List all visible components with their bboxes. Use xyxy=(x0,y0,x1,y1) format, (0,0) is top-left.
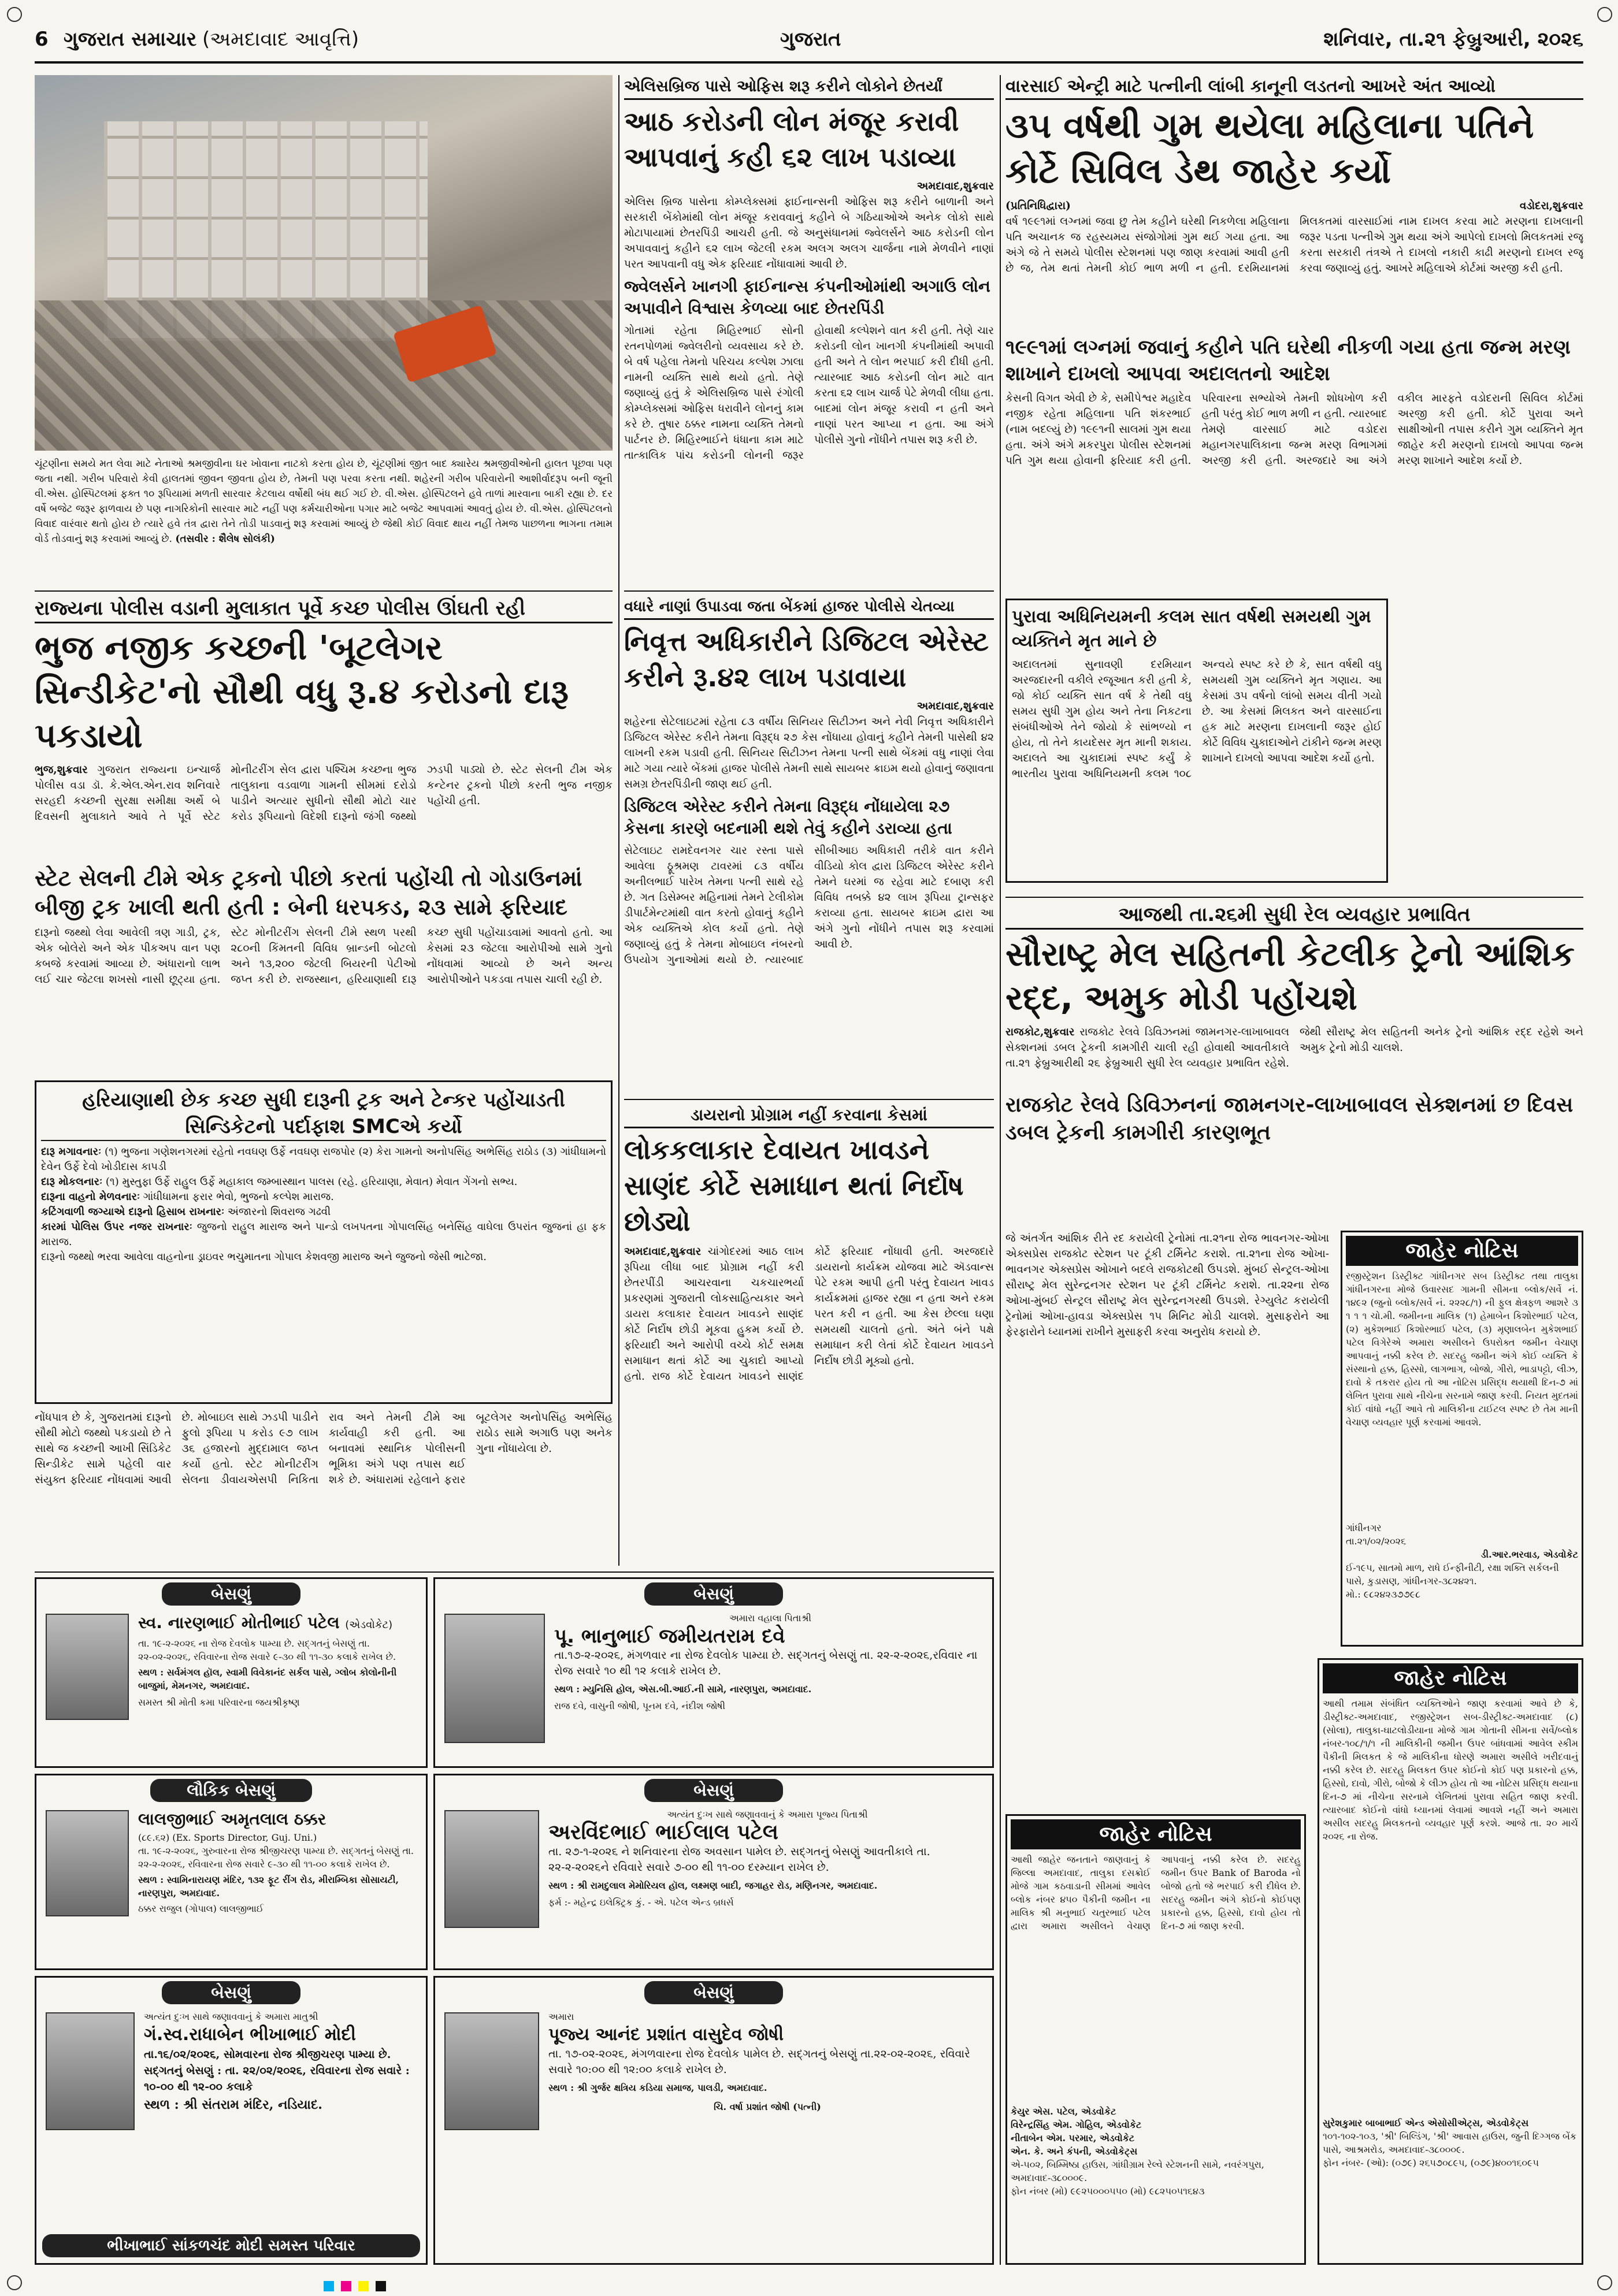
deceased-name: પૂ. ભાનુભાઈ જમીયતરામ દવે xyxy=(554,1625,785,1648)
sidebar-title: પુરાવા અધિનિયમની કલમ સાત વર્ષથી સમયથી ગુમ વ્યક્તિને મૃત માને છે xyxy=(1012,607,1371,651)
deceased-name: ગં.સ્વ.રાધાબેન ભીખાભાઈ મોદી xyxy=(144,2024,356,2045)
story-body: શહેરના સેટેલાઇટમાં રહેતા ૮૩ વર્ષીય સિનિયર સિટીઝન અને નેવી નિવૃત્ત અધિકારીને ડિજિટલ એરેસ્ટ કરીને તેમના વિરૂદ્ધ ૨૭ કેસ નોંધાયા હોવાનું કહીને તેમની પાસેથી ૪૨ લાખની રકમ પડાવી હતી. સિનિયર સિટીઝન તેમના પત્ની સાથે બેંકમાં વધુ નાણાં લેવા માટે ગયા ત્યારે બેંકમાં હાજર પોલીસે તેમની સાથે સાયબર ક્રાઇમ થયો હોવાનું જણાવતા સમગ્ર છેતરપિંડીની જાણ થઈ હતી. xyxy=(624,716,994,790)
registration-mark xyxy=(7,7,22,22)
story-headline: ૩૫ વર્ષથી ગુમ થયેલા મહિલાના પતિને કોર્ટે સિવિલ ડેથ જાહેર કર્યો xyxy=(1005,106,1534,191)
color-swatch-cyan xyxy=(324,2281,334,2291)
story-headline: સૌરાષ્ટ્ર મેલ સહિતની કેટલીક ટ્રેનો આંશિક રદ્દ, અમુક મોડી પહોંચશે xyxy=(1005,934,1575,1017)
story-subhead: ૧૯૯૧માં લગ્નમાં જવાનું કહીને પતિ ઘરેથી નીકળી ગયા હતા જન્મ મરણ શાખાને દાખલો આપવા અદાલતનો આદેશ xyxy=(1005,336,1571,385)
dateline: ભુજ,શુક્રવાર xyxy=(35,764,88,776)
color-swatch-magenta xyxy=(341,2281,351,2291)
story-subhead: સ્ટેટ સેલની ટીમે એક ટ્રકનો પીછો કરતાં પહોંચી તો ગોડાઉનમાં બીજી ટ્રક ખાલી થતી હતી : બેની ધરપકડ, ૨૩ સામે ફરિયાદ xyxy=(35,865,582,920)
notice-advocate: વિરેન્દ્રસિંહ એમ. ગોહિલ, એડવોકેટ xyxy=(1011,2119,1142,2130)
registration-mark xyxy=(7,2275,22,2290)
color-swatch-yellow xyxy=(358,2281,369,2291)
sidebar-body: અદાલતમાં સુનાવણી દરમિયાન અરજદારની વકીલે રજૂઆત કરી હતી કે, જો કોઈ વ્યક્તિ સાત વર્ષ કે તેથી વધુ સમય સુધી ગુમ હોય અને તેના નિકટના સંબંધીઓએ તેને જોયો કે સાંભળ્યો ન હોય, તો તેને કાયદેસર મૃત માની શકાય. અદાલતે આ ચુકાદામાં સ્પષ્ટ કર્યું કે ભારતીય પુરાવા અધિનિયમની કલમ ૧૦૮ અન્વયે સ્પષ્ટ કરે છે કે, સાત વર્ષથી વધુ સમયથી ગુમ વ્યક્તિને મૃત ગણાય. આ કેસમાં ૩૫ વર્ષનો લાંબો સમય વીતી ગયો છે. આ કેસમાં મિલકત અને વારસાઈના હક માટે મરણના દાખલાની જરૂર હોઈ કોર્ટે વિવિધ ચુકાદાઓને ટાંકીને જન્મ મરણ શાખાને દાખલો આપવા આદેશ કર્યો હતો. xyxy=(1012,659,1382,780)
dateline: અમદાવાદ,શુક્રવાર xyxy=(916,700,994,712)
ad-text: તા.૧૭-૨-૨૦૨૬, મંગળવાર ના રોજ દેવલોક પામ્યા છે. સદ્ગતનું બેસણું તા. ૨૨-૨-૨૦૨૬,રવિવાર ના રોજ સવારે ૧૦ થી ૧૨ કલાકે રાખેલ છે. xyxy=(554,1649,978,1677)
obituary-ad xyxy=(35,1577,428,1768)
column-rule xyxy=(618,75,619,1566)
story-bootlegger-continued: નોંધપાત્ર છે કે, ગુજરાતમાં દારૂનો સૌથી મોટો જથ્થો પકડાયો છે તે સાથે જ કચ્છની આખી સિંડિકેટ સિન્ડીકેટ સામે પહેલી વાર સંયુક્ત ફરિયાદ નોંધવામાં આવી છે. મોબાઇલ સાથે ઝડપી પાડીને ફુલો રૂપિયા ૫ કરોડ ૯૭ લાખ ૩૬ હજારનો મુદ્દામાલ જપ્ત કર્યો હતો. સ્ટેટ મોનીટરીંગ સેલના ડીવાયએસપી નિકિતા રાવ અને તેમની ટીમે આ કાર્યવાહી કરી હતી. આ બનાવમાં સ્થાનિક પોલીસની ભૂમિકા અંગે પણ તપાસ થઈ શકે છે. અંધારામાં રહેલાને ફરાર બૂટલેગર અનોપસિંહ અભેસિંહ રાઠોડ સામે અગાઉ પણ અનેક ગુના નોંધાયેલા છે. xyxy=(35,1411,613,1486)
notice-title: જાહેર નોટિસ xyxy=(1346,1236,1578,1266)
obituary-ad xyxy=(433,1577,994,1768)
story-subhead: રાજકોટ રેલવે ડિવિઝનનાં જામનગર-લાખાબાવલ સેક્શનમાં છ દિવસ ડબલ ટ્રેકની કામગીરી કારણભૂત xyxy=(1005,1093,1574,1145)
accused-row: દારૂ મોકલનારઃ (૧) મુસ્તુફા ઉર્ફે રાહુલ ઉર્ફે મહાકાલ જમ્બાસ્થાન પાલસ (રહે. હરિયાણા, મેવાત) મેવાત ગેંગનો સભ્ય. xyxy=(41,1176,518,1188)
ad-title: લૌકિક બેસણું xyxy=(150,1779,312,1802)
portrait-photo xyxy=(46,1614,129,1720)
dateline: અમદાવાદ,શુક્રવાર xyxy=(916,180,994,192)
page-number: 6 xyxy=(35,28,49,51)
ad-title: બેસણું xyxy=(644,1779,783,1802)
ad-place: સ્થળ : શ્રી સંતરામ મંદિર, નડિયાદ. xyxy=(144,2097,322,2112)
notice-body: રજીસ્ટ્રેશન ડિસ્ટ્રીક્ટ ગાંધીનગર સબ ડિસ્ટ્રીક્ટ તથા તાલુકા ગાંધીનગરના મોજે ઉવારસદ ગામની સીમના બ્લોક/સર્વે નં. ૧૪૯૨ (જુનો બ્લોક/સર્વે નં. ૨૨૨૮/૧) ની ફુલ ક્ષેત્રફળ આશરે ૩ ૧ ૧ ૧ ચો.મી. જમીનના માલિક (૧) હેમાબેન કિશોરભાઈ પટેલ, (૨) મુકેશભાઈ કિશોરભાઈ પટેલ, (૩) મૃણાલબેન મુકેશભાઈ પટેલ વિગેરેએ અમારા અસીલને ઉપરોક્ત જમીન વેચાણ આપવાનું નક્કી કરેલ છે. સદરહુ જમીન અંગે કોઈ વ્યક્તિ કે સંસ્થાનો હક્ક, હિસ્સો, લાગભાગ, બોજો, ગીરો, ભાડાપટ્ટો, લીઝ, દાવો કે તકરાર હોય તો આ નોટિસ પ્રસિદ્ધ થયાથી દિન-૭ માં લેખિત પુરાવા સાથે નીચેના સરનામે જાણ કરવી. નિયત મુદતમાં કોઈ વાંધો નહીં આવે તો માલિકીના ટાઈટલ સ્પષ્ટ છે તેમ માની વેચાણ વ્યવહાર પૂર્ણ કરવામાં આવશે. xyxy=(1346,1270,1578,1428)
notice-phone: ફોન નંબર (મો) ૯૯૨૫૦૦૦૫૫૦ (મો) ૯૮૨૫૦૫૧૬૪૩ xyxy=(1011,2186,1205,2197)
story-rail-continued: જે અંતર્ગત આંશિક રીતે રદ કરાયેલી ટ્રેનોમાં તા.૨૧ના રોજ ભાવનગર-ઓખા એક્સપ્રેસ રાજકોટ સ્ટેશન પર ટૂંકી ટર્મિનેટ કરાશે. તા.૨૧ના રોજ ઓખા-ભાવનગર એક્સપ્રેસ ઓખાને બદલે રાજકોટથી ઉપડશે. મુંબઈ સેન્ટ્રલ-ઓખા સૌરાષ્ટ્ર મેલ સુરેન્દ્રનગર સ્ટેશન પર ટૂંકી ટર્મિનેટ કરાશે. તા.૨૨ના રોજ ઓખા-મુંબઈ સેન્ટ્રલ સૌરાષ્ટ્ર મેલ સુરેન્દ્રનગરથી ઉપડશે. રેગ્યુલેટ કરાયેલી ટ્રેનોમાં ઓખા-હાવડા એક્સપ્રેસ ૧૫ મિનિટ મોડી ચાલશે. મુસાફરોને આ ફેરફારોને ધ્યાનમાં રાખીને મુસાફરી કરવા અનુરોધ કરાયો છે. xyxy=(1005,1232,1329,1338)
section-rule xyxy=(1005,897,1583,898)
story-devayat-khavad xyxy=(624,1104,994,1566)
deceased-name: અરવિંદભાઈ ભાઈલાલ પટેલ xyxy=(548,1821,778,1844)
story-kicker: એલિસબ્રિજ પાસે ઓફિસ શરૂ કરીને લોકોને છેતર્યાં xyxy=(624,75,994,100)
ad-subtitle: અત્યંત દુઃખ સાથે જણાવવાનું કે અમારા માતુશ્રી xyxy=(144,2011,318,2022)
ad-family: ભીખાભાઈ સાંકળચંદ મોદી સમસ્ત પરિવાર xyxy=(42,2234,420,2257)
registration-mark xyxy=(1597,2275,1612,2290)
rubble-illustration xyxy=(35,300,613,451)
story-digital-arrest xyxy=(624,595,994,1098)
story-civil-death xyxy=(1005,75,1583,896)
section-rule xyxy=(35,590,613,592)
paper-name: ગુજરાત સમાચાર xyxy=(64,28,197,51)
notice-advocate: ડી.આર.ભરવાડ, એડવોકેટ xyxy=(1480,1549,1578,1560)
dateline: રાજકોટ,શુક્રવાર xyxy=(1005,1026,1075,1038)
story-headline: લોકકલાકાર દેવાયત ખાવડને સાણંદ કોર્ટે સમાધાન થતાં નિર્દોષ છોડ્યો xyxy=(624,1134,964,1237)
dateline: વડોદરા,શુક્રવાર xyxy=(1519,200,1583,212)
notice-advocate: નીતાબેન એમ. પરમાર, એડવોકેટ xyxy=(1011,2132,1135,2143)
story-body: વર્ષ ૧૯૯૧માં લગ્નમાં જવા છુ તેમ કહીને ઘરેથી નિકળેલા મહિલાના પતિ અચાનક જ રહસ્યમય સંજોગોમાં ગુમ થઈ ગયા હતા. આ અંગે જે તે સમયે પોલીસ સ્ટેશનમાં પણ જાણ કરવામાં આવી હતી છે જ, તેમ થતાં તેમની કોઈ ભાળ મળી ન હતી. દરમિયાનમાં મિલકતમાં વારસાઈમાં નામ દાખલ કરવા માટે મરણના દાખલાની જરૂર પડતા પત્નીએ ગુમ થયા અંગે આપેલો દાખલો મિલકતમાં રજૂ કરતા સરકારી તંત્રએ તે દાખલો નકારી કાઢી મરણનો દાખલ રજૂ કરવા જણાવ્યું હતું. આખરે મહિલાએ કોર્ટમાં અરજી કરી હતી. xyxy=(1005,216,1583,274)
portrait-photo xyxy=(444,2012,539,2130)
notice-title: જાહેર નોટિસ xyxy=(1323,1663,1578,1693)
sidebar-box xyxy=(1005,599,1388,883)
obituary-ad xyxy=(433,1976,994,2265)
notice-title: જાહેર નોટિસ xyxy=(1011,1819,1301,1849)
story-kicker: ડાયરાનો પ્રોગ્રામ નહીં કરવાના કેસમાં xyxy=(624,1104,994,1128)
story-headline: નિવૃત્ત અધિકારીને ડિજિટલ એરેસ્ટ કરીને રૂ.૪૨ લાખ પડાવાયા xyxy=(624,626,989,693)
ad-text: તા. ૨૭-૧-૨૦૨૬ ને શનિવારના રોજ અવસાન પામેલ છે. સદ્ગતનું બેસણું આવતીકાલે તા. ૨૨-૨-૨૦૨૬ને રવિવારે સવારે ૭-૦૦ થી ૧૧-૦૦ દરમ્યાન રાખેલ છે. xyxy=(548,1845,930,1874)
notice-date: તા.૨૧/૦૨/૨૦૨૬ xyxy=(1346,1536,1407,1547)
notice-advocate: સુરેશકુમાર બાબાભાઈ એન્ડ એસોસીએટ્સ, એડવોકેટ્સ xyxy=(1323,2117,1529,2128)
accused-row: કારમાં પોલિસ ઉપર નજર રાખનારઃ જુજનો રાહુલ મારાજ અને પાન્ડો લખપતના ગોપાલસિંહ બનેસિંહ વાઘેલા ઉપરાંત જુજનાં હા ફક મારાજ. xyxy=(41,1221,606,1248)
story-body: ગુજરાત રાજ્યના ઇન્ચાર્જ પોલીસ વડા ડૉ. કે.એલ.એન.રાવ શનિવારે સરહદી કચ્છની સુરક્ષા સમીક્ષા અર્થે બે દિવસની મુલાકાતે આવે તે પૂર્વે સ્ટેટ મોનીટરીંગ સેલ દ્વારા પશ્ચિમ કચ્છના ભુજ તાલુકાના વડવાળા ગામની સીમમાં દરોડો પાડીને અત્યાર સુધીનો સૌથી મોટો ચાર કરોડ રૂપિયાનો વિદેશી દારૂનો જંગી જથ્થો ઝડપી પાડ્યો છે. સ્ટેટ સેલની ટીમ એક કન્ટેનર ટ્રકનો પીછો કરતી ભુજ નજીક પહોંચી હતી. xyxy=(35,764,613,823)
accused-row: દારૂનો જથ્થો ભરવા આવેલા વાહનોના ડ્રાઇવર ભચુમાતના ગોપાલ કેશવજી મારાજ અને જુજનો જેસી ભાટેજા. xyxy=(41,1251,487,1263)
photo-caption: ચૂંટણીના સમયે મત લેવા માટે નેતાઓ શ્રમજીવીના ઘર ખોવાના નાટકો કરતા હોય છે, ચૂંટણીમાં જીત બાદ ક્યારેય શ્રમજીવીઓની હાલત પૂછવા પણ જતા નથી. ગરીબ પરિવારો કેવી હાલતમાં જીવન જીવતા હોય છે, તેમની પણ પરવા કરતા નથી. શહેરની ગરીબ પરિવારોની આશીર્વાદરૂપ બની જૂની વી.એસ. હોસ્પિટલમાં ફક્ત ૧૦ રૂપિયામાં મળતી સારવાર કેટલાય વર્ષોથી બંધ થઈ ગઈ છે. વી.એસ. હોસ્પિટલને હવે તાળાં મારવાના બાકી રહ્યા છે. દર વર્ષે બજેટ જરૂર ફાળવાય છે પણ નાગરિકોની સારવાર માટે નહીં પણ કર્મચારીઓના પગાર માટે બજેટ આપવામાં આવતું હોય છે. વી.એસ. હોસ્પિટલનો વિવાદ વારંવાર થતો હોય છે ત્યારે હવે તંત્ર દ્વારા તેને તોડી પાડવાનું શરૂ કરવામાં આવ્યું છે જેથી કોઈ વિવાદ થાય નહીં તેમજ પાછળના ભાગના તમામ વોર્ડ તોડવાનું શરૂ કરવામાં આવ્યું છે. (તસવીર : શૈલેષ સોલંકી) xyxy=(35,458,613,545)
notice-address: ઈ-૧૯૫, સાતમો માળ, રાધે ઈન્ફીનીટી, રક્ષા શક્તિ સર્કલની પાસે, કુડાસણ, ગાંધીનગર-૩૮૨૪૨૧. xyxy=(1346,1562,1559,1587)
notice-mobile: મો.: ૯૮૨૪૨૩૭૭૯૮ xyxy=(1346,1589,1421,1600)
smc-syndicate-box xyxy=(35,1080,613,1404)
photo-story xyxy=(35,75,613,586)
ad-text: તા. ૧૭-૦૨-૨૦૨૬, મંગળવારના રોજ દેવલોક પામેલ છે. સદ્ગતનું બેસણું તા.૨૨-૦૨-૨૦૨૬, રવિવારે સવારે ૧૦:૦૦ થી ૧૨:૦૦ કલાકે રાખેલ છે. xyxy=(548,2048,970,2076)
story-subhead: જ્વેલર્સને ખાનગી ફાઈનાન્સ કંપનીઓમાંથી અગાઉ લોન અપાવીને વિશ્વાસ કેળવ્યા બાદ છેતરપિંડી xyxy=(624,277,990,318)
deceased-name: લાલજીભાઈ અમૃતલાલ ઠક્કર xyxy=(138,1810,326,1829)
obituary-ad xyxy=(35,1976,428,2265)
story-rail xyxy=(1005,901,1583,1225)
ad-family: ફર્મ :- મહેન્દ્ર ઇલેક્ટ્રિક કું. - એ. પટેલ એન્ડ બ્રધર્સ xyxy=(548,1897,734,1908)
notice-address: એ-૫૦૨, બિમ્મિષ્ઠા હાઉસ, ગાંધીગ્રામ રેલ્વે સ્ટેશનની સામે, નવરંગપુરા, અમદાવાદ-૩૮૦૦૦૯. xyxy=(1011,2159,1264,2183)
box-title: હરિયાણાથી છેક કચ્છ સુધી દારૂની ટ્રક અને ટેન્કર પહોંચાડતી સિન્ડિકેટનો પર્દાફાશ SMCએ કર્યો xyxy=(41,1087,606,1141)
ad-title: બેસણું xyxy=(644,1981,783,2004)
story-body: એલિસ બ્રિજ પાસેના કોમ્પ્લેક્સમાં ફાઈનાન્સની ઓફિસ શરૂ કરીને બાળાની અને સરકારી બેંકોમાંથી લોન મંજૂર કરાવવાનું કહીને બે ગઠિયાઓએ અનેક લોકો સાથે મોટાપાયામાં છેતરપિંડી આચરી હતી. જે અનુસંધાનમાં જ્વેલર્સને આઠ કરોડની લોન અપાવવાનું કહીને ૬૨ લાખ જેટલી રકમ અલગ અલગ ચાર્જના નામે મેળવીને નાણાં પરત આપવાની વધુ એક ફરિયાદ નોંધાવામાં આવી છે. xyxy=(624,196,994,270)
story-body-continued: ગોતામાં રહેતા મિહિરભાઈ સોની રતનપોળમાં જ્વેલરીનો વ્યવસાય કરે છે. બે વર્ષ પહેલા તેમનો પરિચય કલ્પેશ ઝાલા નામની વ્યક્તિ સાથે થયો હતો. તેણે જણાવ્યું હતું કે એલિસબ્રિજ પાસે રંગોલી કોમ્પ્લેક્સમાં ઓફિસ ધરાવીને લોનનું કામ કરે છે. તુષાર ઠક્કર નામના વ્યક્તિ તેમનો પાર્ટનર છે. મિહિરભાઈને ધંધાના કામ માટે તાત્કાલિક પાંચ કરોડની લોનની જરૂર હોવાથી કલ્પેશને વાત કરી હતી. તેણે ચાર કરોડની લોન ખાનગી કંપનીમાંથી અપાવી હતી અને તે લોન ભરપાઈ કરી દીધી હતી. ત્યારબાદ આઠ કરોડની લોન માટે વાત કરતા ૬૨ લાખ ચાર્જ પેટે મેળવી લીધા હતા. બાદમાં લોન મંજૂર કરાવી ન હતી અને નાણાં પરત આપ્યા ન હતા. આ અંગે પોલીસે ગુનો નોંધીને તપાસ શરૂ કરી છે. xyxy=(624,325,994,462)
section-rule xyxy=(624,1099,994,1100)
story-body: ચાંગોદરમાં આઠ લાખ રૂપિયા લીધા બાદ પ્રોગ્રામ નહીં કરી છેતરપીંડી આચરવાના ચકચારભર્યા પ્રકરણમાં ગુજરાતી લોકસાહિત્યકાર અને ડાયરા કલાકાર દેવાયત ખાવડને સાણંદ કોર્ટે નિર્દોષ છોડી મૂકવા હુકમ કર્યો છે. ફરિયાદી અને આરોપી વચ્ચે કોર્ટ સમક્ષ સમાધાન થતાં કોર્ટે આ ચુકાદો આપ્યો હતો. રાજ કોર્ટે દેવાયત ખાવડને સાણંદ કોર્ટે ફરિયાદ નોંધાવી હતી. અરજદારે ડાયરાનો કાર્યક્રમ યોજવા માટે ઍડવાન્સ પેટે રકમ આપી હતી પરંતુ દેવાયત ખાવડ કાર્યક્રમમાં હાજર રહ્યા ન હતા અને રકમ પરત કરી ન હતી. આ કેસ છેલ્લા ઘણા સમયથી ચાલતો હતો. અંતે બંને પક્ષે સમાધાન કરી લેતાં કોર્ટે દેવાયત ખાવડને નિર્દોષ છોડી મૂક્યો હતો. xyxy=(624,1246,994,1383)
public-notice-3 xyxy=(1005,1814,1306,2265)
ad-place: સ્થળ : સર્વમંગલ હૉલ, સ્વામી વિવેકાનંદ સર્કલ પાસે, ગ્લોબ કોલોનીની બાજુમાં, મેમનગર, અમદાવાદ. xyxy=(138,1667,397,1691)
demolition-photo xyxy=(35,75,613,451)
masthead-bar xyxy=(35,23,1583,64)
notice-body: આથી તમામ સંબંધિત વ્યક્તિઓને જાણ કરવામાં આવે છે કે, ડીસ્ટ્રીક્ટ-અમદાવાદ, રજીસ્ટ્રેશન સબ-ડીસ્ટ્રીક્ટ-અમદાવાદ (૮) (સોલા), તાલુકા-ઘાટલોડીયાના મોજે ગામ ગોતાની સીમના સર્વે/બ્લોક નંબર-૧૦૮/૧/૧ ની માલિકીની જમીન ઉપર બાંધવામાં આવેલ સ્કીમ પૈકીની મિલકત કે જે માલિકીના ધોરણે અમારા અસીલે ખરીદવાનું નક્કી કરેલ છે. સદરહુ મિલકત ઉપર કોઈનો કોઈ પણ પ્રકારનો હક્ક, હિસ્સો, દાવો, ગીરો, બોજો કે લીઝ હોય તો આ નોટિસ પ્રસિદ્ધ થયાના દિન-૭ માં નીચેના સરનામે લેખિતમાં પુરાવા સહિત જાણ કરવી. ત્યારબાદ કોઈનો વાંધો ધ્યાનમાં લેવામાં આવશે નહીં અને અમારા અસીલ સદરહુ મિલકતનો વ્યવહાર પૂર્ણ કરશે. આજે તા. ૨૦ માર્ચ ૨૦૨૬ ના રોજ. xyxy=(1323,1698,1578,1842)
portrait-photo xyxy=(444,1810,539,1928)
ad-place: સ્થળ : શ્રી ગુર્જર ક્ષત્રિય કડિયા સમાજ, પાલડી, અમદાવાદ. xyxy=(548,2082,767,2093)
story-headline: ભુજ નજીક કચ્છની 'બૂટલેગર સિન્ડીકેટ'નો સૌથી વધુ રૂ.૪ કરોડનો દારૂ પકડાયો xyxy=(35,628,569,755)
story-loan-fraud xyxy=(624,75,994,589)
ad-place: સ્થળ : મ્યુનિસિ હોલ, એસ.બી.આઈ.ની સામે, નારણપુરા, અમદાવાદ. xyxy=(554,1684,812,1695)
deceased-name: સ્વ. નારણભાઈ મોતીભાઈ પટેલ (એડવોકેટ) xyxy=(138,1613,393,1632)
notice-advocate: કેયુર એસ. પટેલ, એડવોકેટ xyxy=(1011,2106,1116,2117)
accused-row: દારૂના વાહનો મેળવનારઃ ગાંધીધામના ફરાર ભેવો, ભુજનો કલ્પેશ મારાજ. xyxy=(41,1191,334,1203)
portrait-photo xyxy=(444,1614,545,1743)
ad-subtitle: અત્યંત દુઃખ સાથે જણાવવાનું કે અમારા પૂજ્ય પિતાશ્રી xyxy=(667,1809,868,1820)
deceased-name: પૂજ્ય આનંદ પ્રશાંત વાસુદેવ જોષી xyxy=(548,2024,784,2045)
obituary-ad xyxy=(433,1774,994,1970)
registration-mark xyxy=(1597,7,1612,22)
story-kicker: વારસાઈ એન્ટ્રી માટે પત્નીની લાંબી કાનૂની લડતનો આખરે અંત આવ્યો xyxy=(1005,75,1583,100)
notice-advocate: એન. કે. અને કંપની, એડવોકેટ્સ xyxy=(1011,2146,1138,2157)
ad-family: રાજ દવે, વાસુની જોષી, પૂનમ દવે, નંદીશ જોષી xyxy=(554,1700,726,1711)
ad-family: ઠક્કર રાજુલ (ગોપાલ) લાલજીભાઈ xyxy=(138,1903,264,1914)
ad-place: સ્થળ : સ્વામિનારાયણ મંદિર, ૧૩૨ ફૂટ રીંગ રોડ, મીરામ્બિકા સોસાયટી, નારણપુરા, અમદાવાદ. xyxy=(138,1874,399,1899)
notice-phone: ફોન નંબર- (ઓ): (૦૭૯) ૨૬૫૭૦૮૯૫, (૦૭૯)૪૦૦૧૬૦૯૫ xyxy=(1323,2157,1539,2168)
portrait-photo xyxy=(46,2012,135,2130)
dateline: અમદાવાદ,શુક્રવાર xyxy=(624,1246,702,1258)
story-kicker: આજથી તા.૨૬મી સુધી રેલ વ્યવહાર પ્રભાવિત xyxy=(1005,901,1583,930)
story-body-continued: દારૂનો જથ્થો લેવા આવેલી ત્રણ ગાડી, ટ્રક, એક બોલેરો અને એક પીકઅપ વાન પણ કબજે કરવામાં આવ્યા છે. અંધારાનો લાભ લઈ ચાર જેટલા શખસો નાસી છૂટ્યા હતા. સ્ટેટ મોનીટરીંગ સેલની ટીમે સ્થળ પરથી ૨૮૦ની કિંમતની વિવિધ બ્રાન્ડની બોટલો અને ૧૩,૨૦૦ જેટલી બિયરની પેટીઓ જપ્ત કરી છે. રાજસ્થાન, હરિયાણાથી દારૂ કચ્છ સુધી પહોંચાડવામાં આવતો હતો. આ કેસમાં ૨૩ જેટલા આરોપીઓ સામે ગુનો નોંધવામાં આવ્યો છે અને અન્ય આરોપીઓને પકડવા તપાસ ચાલી રહી છે. xyxy=(35,927,613,986)
ad-family: સમસ્ત શ્રી મોતી કમા પરિવારના જયશ્રીકૃષ્ણ xyxy=(138,1697,300,1708)
ad-subtitle: અમારા વહાલા પિતાશ્રી xyxy=(729,1613,811,1623)
photo-credit: (તસવીર : શૈલેષ સોલંકી) xyxy=(175,533,275,545)
ad-title: બેસણું xyxy=(162,1981,300,2004)
ad-title: બેસણું xyxy=(644,1582,783,1606)
story-kicker: વધારે નાણાં ઉપાડવા જતા બેંકમાં હાજર પોલીસે ચેતવ્યા xyxy=(624,595,994,620)
ad-family: ચિ. વર્ષા પ્રશાંત જોષી (પત્ની) xyxy=(714,2101,821,2112)
accused-row: કટિંગવાળી જગ્યાએ દારૂનો હિસાબ રાખનારઃ અંજારનો શિવરાજ ગઢવી xyxy=(41,1206,331,1218)
ad-text: તા.૧૬/૦૨/૨૦૨૬, સોમવારના રોજ શ્રીજીચરણ પામ્યા છે. સદ્ગતનું બેસણું : તા. ૨૨/૦૨/૨૦૨૬, રવિવારના રોજ સવારે : ૧૦-૦૦ થી ૧૨-૦૦ કલાકે xyxy=(144,2048,410,2093)
byline: (પ્રતિનિધિદ્વારા) xyxy=(1005,200,1071,212)
ad-subtitle: અમારા xyxy=(548,2011,574,2022)
ad-text: તા. ૧૯-૨-૨૦૨૬, ગુરુવારના રોજ શ્રીજીચરણ પામ્યા છે. સદ્ગતનું બેસણું તા. ૨૨-૨-૨૦૨૬, રવિવારના રોજ સવારે ૯-૩૦ થી ૧૧-૦૦ કલાકે રાખેલ છે. xyxy=(138,1845,414,1870)
story-bootlegger xyxy=(35,595,613,1075)
story-kicker: રાજ્યના પોલીસ વડાની મુલાકાત પૂર્વે કચ્છ પોલીસ ઊંઘતી રહી xyxy=(35,595,613,623)
section-label: ગુજરાત xyxy=(780,28,841,51)
section-rule xyxy=(624,590,994,592)
ad-text: તા. ૧૯-૨-૨૦૨૬ ના રોજ દેવલોક પામ્યા છે. સદ્ગતનું બેસણું તા. ૨૨-૦૨-૨૦૨૬, રવિવારના રોજ સવારે ૯-૩૦ થી ૧૧-૩૦ કલાકે રાખેલ છે. xyxy=(138,1638,396,1662)
story-body-continued: કેસની વિગત એવી છે કે, સમીપેશ્વર મહાદેવ નજીક રહેતા મહિલાના પતિ શંકરભાઈ (નામ બદલ્યું છે) ૧૯૯૧ની સાલમાં ગુમ થયા હતા. અંગે અંગે મકરપુરા પોલીસ સ્ટેશનમાં પતિ ગુમ થયા હોવાની ફરિયાદ કરી હતી. પરિવારના સભ્યોએ તેમની શોધખોળ કરી હતી પરંતુ કોઈ ભાળ મળી ન હતી. ત્યારબાદ તેમણે વારસાઈ માટે વડોદરા મહાનગરપાલિકાના જન્મ મરણ વિભાગમાં અરજી કરી હતી. અરજદારે આ અંગે વકીલ મારફતે વડોદરાની સિવિલ કોર્ટમાં અરજી કરી હતી. કોર્ટે પુરાવા અને સાક્ષીઓની તપાસ કરીને ગુમ વ્યક્તિને મૃત જાહેર કરી મરણનો દાખલો આપવા જન્મ મરણ શાખાને આદેશ કર્યો છે. xyxy=(1005,392,1583,467)
public-notice-1 xyxy=(1341,1231,1583,1647)
edition-label: (અમદાવાદ આવૃત્તિ) xyxy=(202,28,359,51)
color-swatch-black xyxy=(376,2281,386,2291)
column-rule xyxy=(1000,75,1001,2265)
notice-place: ગાંધીનગર xyxy=(1346,1522,1382,1533)
story-headline: આઠ કરોડની લોન મંજૂર કરાવી આપવાનું કહી ૬૨ લાખ પડાવ્યા xyxy=(624,106,959,173)
notice-body: આથી જાહેર જનતાને જાણવાનું કે જિલ્લા અમદાવાદ, તાલુકા દસક્રોઈ મોજે ગામ કઠવાડાની સીમમાં આવેલ બ્લોક નંબર ૪૫૦ પૈકીની જમીન ના માલિક શ્રી મનુભાઈ ચતુરભાઈ પટેલ દ્વારા અમારા અસીલને વેચાણ આપવાનું નક્કી કરેલ છે. સદરહુ જમીન ઉપર Bank of Baroda નો બોજો હતો જે ભરપાઈ કરી દીધેલ છે. સદરહુ જમીન અંગે કોઈનો કોઈપણ પ્રકારનો હક્ક, હિસ્સો, દાવો હોય તો દિન-૭ માં જાણ કરવી. xyxy=(1011,1854,1301,1931)
public-notice-2 xyxy=(1318,1658,1583,2265)
ad-title: બેસણું xyxy=(162,1582,300,1606)
ad-place: સ્થળ : શ્રી રામદુલાલ મેમોરિયલ હૉલ, લક્ષ્મણ બાદી, જગાહર રોડ, મણિનગર, અમદાવાદ. xyxy=(548,1880,878,1891)
ad-subtitle: (૮૯.૬૨) (Ex. Sports Director, Guj. Uni.) xyxy=(138,1832,317,1843)
obituary-ad xyxy=(35,1774,428,1970)
date-label: શનિવાર, તા.૨૧ ફેબ્રુઆરી, ૨૦૨૬ xyxy=(1323,28,1583,51)
portrait-photo xyxy=(46,1810,129,1916)
notice-address: ૧૦૧-૧૦૨-૧૦૩, 'શ્રી' બિલ્ડિંગ, 'શ્રી' આવાસ હાઉસ, જુની દિગ્ગજ બેંક પાસે, આશ્રમરોડ, અમદાવાદ-૩૮૦૦૦૯. xyxy=(1323,2131,1577,2155)
story-body-continued: સેટેલાઇટ રામદેવનગર ચાર રસ્તા પાસે આવેલા ઠ્રૂશ્રમણ ટાવરમાં ૮૩ વર્ષીય અનીલભાઈ પારેખ તેમના પત્ની સાથે રહે છે. ગત ડિસેમ્બર મહિનામાં તેમને ટેલીકોમ ડીપાર્ટમેન્ટમાંથી વાત કરતો હોવાનું કહીને એક વ્યક્તિએ કોલ કર્યો હતો. તેણે જણાવ્યું હતું કે તેમના મોબાઇલ નંબરનો ઉપયોગ ગુનાઓમાં થયો છે. ત્યારબાદ સીબીઆઇ અધિકારી તરીકે વાત કરીને વીડિયો કોલ દ્વારા ડિજિટલ એરેસ્ટ કરીને તેમને ઘરમાં જ રહેવા માટે દબાણ કરી વિવિધ તબક્કે ૪૨ લાખ રૂપિયા ટ્રાન્સફર કરાવ્યા હતા. સાયબર ક્રાઇમ દ્વારા આ અંગે ગુનો નોંધીને તપાસ શરૂ કરવામાં આવી છે. xyxy=(624,845,994,966)
section-rule xyxy=(35,1571,994,1573)
story-body: રાજકોટ રેલવે ડિવિઝનમાં જામનગર-લાખાબાવલ સેક્શનમાં ડબલ ટ્રેકની કામગીરી ચાલી રહી હોવાથી આવતીકાલે તા.૨૧ ફેબ્રુઆરીથી ૨૬ ફેબ્રુઆરી સુધી રેલ વ્યવહાર પ્રભાવિત રહેશે. જેથી સૌરાષ્ટ્ર મેલ સહિતની અનેક ટ્રેનો આંશિક રદ્દ રહેશે અને અમુક ટ્રેનો મોડી ચાલશે. xyxy=(1005,1026,1583,1069)
story-subhead: ડિજિટલ એરેસ્ટ કરીને તેમના વિરૂદ્ધ નોંધાયેલા ૨૭ કેસના કારણે બદનામી થશે તેવું કહીને ડરાવ્યા હતા xyxy=(624,797,952,838)
accused-row: દારૂ મગાવનારઃ (૧) ભુજના ગણેશનગરમાં રહેતો નવઘણ ઉર્ફે નવઘણ રાજપોર (૨) કેરા ગામનો અનોપસિંહ અભેસિંહ રાઠોડ (૩) ગાંધીધામનો દેવેન ઉર્ફે દેવો ખોડીદાસ કાપડી xyxy=(41,1146,606,1173)
